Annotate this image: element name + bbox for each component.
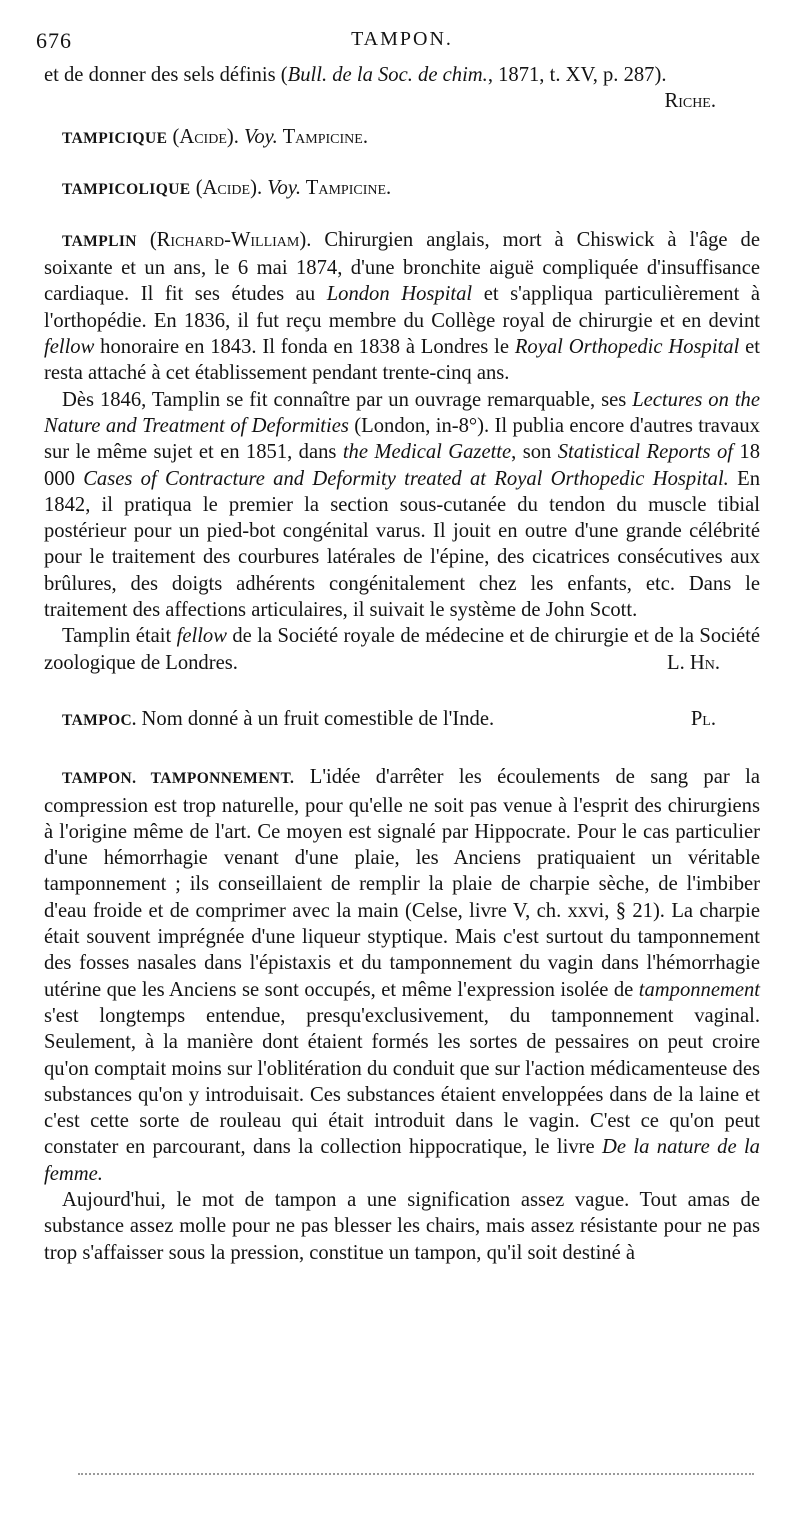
tamplin-paragraph-2: Dès 1846, Tamplin se fit connaître par un ouvrage remarquable, ses Lectures on the Nature and Treatment of Deformities (London, in-8°). Il publia encore d'autres travaux sur le même sujet et en 1851, dans the Medical Gazette, son Statistical Reports of 18 000 Cases of Contracture and Deformity treated at Royal Orthopedic Hospital. En 1842, il pratiqua le premier la section sous-cutanée du tendon du muscle tibial postérieur pour un pied-bot congénital varus. Il jouit en outre d'une grande célébrité pour le traitement des courbures latérales de l'épine, des cicatrices consécutives aux brûlures, des doigts adhérents congénitalement chez les enfants, etc. Dans le traitement des affections articulaires, il suivait le système de John Scott. (44, 388, 760, 622)
author-signature: Riche. (664, 90, 716, 113)
entry-tampon: TAMPON. TAMPONNEMENT. L'idée d'arrêter les écoulements de sang par la compression est trop naturelle, pour qu'elle ne soit pas venue à l'esprit des chirurgiens à l'origine même de l'art. Ce moyen est signalé par Hippocrate. Pour le cas particulier d'une hémorrhagie venant d'une plaie, les Anciens pratiquaient un véritable tamponnement ; ils conseillaient de remplir la plaie de charpie sèche, de l'imbiber d'eau froide et de comprimer avec la main (Celse, livre V, ch. xxvi, § 21). La charpie était souvent imprégnée d'une liqueur styptique. Mais c'est surtout du tamponnement des fosses nasales dans l'épistaxis et du tamponnement du vagin dans l'hémorrhagie utérine que les Anciens se sont occupés, et même l'expression isolée de tamponnement s'est longtemps entendue, presqu'exclusivement, du tamponnement vaginal. Seulement, à la manière dont étaient formés les sortes de pessaires on peut croire qu'on comptait moins sur l'oblitération du conduit que sur l'action médicamenteuse des substances qu'on y introduisait. Ces substances étaient enveloppées dans de la laine et c'est cette sorte de rouleau qui était introduit dans le vagin. C'est ce qu'on peut constater en parcourant, dans la collection hippocratique, le livre De la nature de la femme. (44, 766, 760, 1185)
entry-tamplin: TAMPLIN (Richard-William). Chirurgien anglais, mort à Chiswick à l'âge de soixante et un ans, le 6 mai 1874, d'une bronchite aiguë compliquée d'insuffisance cardiaque. Il fit ses études au London Hospital et s'appliqua particulièrement à l'orthopédie. En 1836, il fut reçu membre du Collège royal de chirurgie et en devint fellow honoraire en 1843. Il fonda en 1838 à Londres le Royal Orthopedic Hospital et resta attaché à cet établissement pendant trente-cinq ans. (44, 228, 761, 385)
bottom-rule (78, 1473, 754, 1475)
headword: TAMPOC. (62, 711, 137, 729)
cross-reference: Tampicine. (277, 126, 368, 149)
entry-tampicique: TAMPICIQUE (Acide). Voy. Tampicine. (62, 126, 368, 149)
tamplin-paragraph-3: Tamplin était fellow de la Société royale de médecine et de chirurgie et de la Société zoologique de Londres. L. Hn. (44, 623, 760, 676)
continuation-paragraph: et de donner des sels définis (Bull. de la Soc. de chim., 1871, t. XV, p. 287). Riche. (44, 62, 760, 88)
tampon-paragraph-2: Aujourd'hui, le mot de tampon a une signification assez vague. Tout amas de substance assez molle pour ne pas blesser les chairs, mais assez résistante pour ne pas trop s'affaisser sous la pression, constitue un tampon, qu'il soit destiné à (44, 1188, 760, 1264)
headword: TAMPLIN (62, 232, 137, 250)
headword: TAMPICIQUE (62, 130, 168, 148)
author-signature: L. Hn. (666, 651, 720, 674)
entry-tampoc: TAMPOC. Nom donné à un fruit comestible de l'Inde. Pl. (44, 706, 760, 734)
headword: TAMPICOLIQUE (62, 180, 191, 198)
entry-tampicolique: TAMPICOLIQUE (Acide). Voy. Tampicine. (62, 176, 392, 199)
running-head: TAMPON. (351, 28, 453, 50)
article-body (44, 62, 760, 1266)
page-header (36, 28, 760, 58)
page-number: 676 (36, 28, 72, 53)
cross-reference: Tampicine. (301, 176, 392, 199)
author-signature: Pl. (690, 707, 716, 730)
headword: TAMPON. TAMPONNEMENT. (62, 770, 295, 788)
